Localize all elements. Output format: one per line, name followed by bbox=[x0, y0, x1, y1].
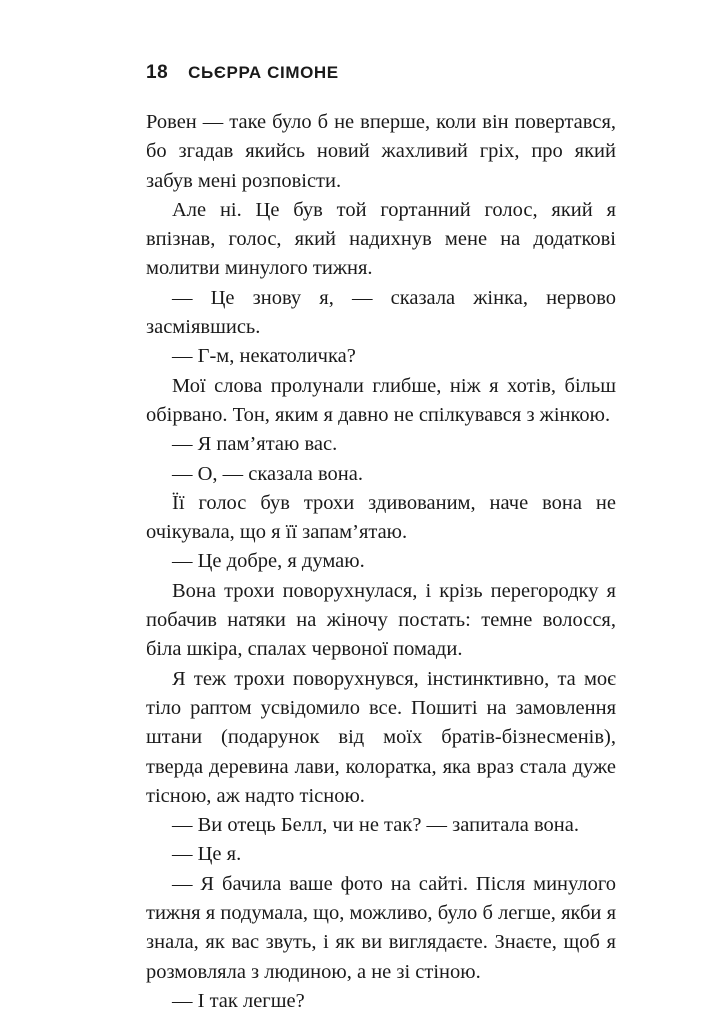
paragraph: — Це добре, я думаю. bbox=[172, 550, 365, 573]
paragraph: Але ні. Це був той гортанний голос, який я впізнав, голос, який надихнув мене на додаткові молитви минулого тижня. bbox=[146, 198, 616, 280]
paragraph: — І так легше? bbox=[172, 989, 305, 1012]
paragraph: — Ви отець Белл, чи не так? — запитала вона. bbox=[172, 814, 579, 837]
author-name: СЬЄРРА СІМОНЕ bbox=[188, 63, 339, 82]
body-text bbox=[146, 108, 616, 1016]
running-head bbox=[146, 62, 339, 84]
paragraph: — О, — сказала вона. bbox=[172, 462, 363, 485]
paragraph: Мої слова пролунали глибше, ніж я хотів, більш обірвано. Тон, яким я давно не спілкувався з жінкою. bbox=[146, 374, 616, 426]
paragraph: — Г-м, некатоличка? bbox=[172, 345, 356, 368]
paragraph: — Це знову я, — сказала жінка, нервово засміявшись. bbox=[146, 286, 616, 339]
page-number: 18 bbox=[146, 62, 169, 83]
paragraph: — Це я. bbox=[172, 843, 242, 866]
paragraph: Ровен — таке було б не вперше, коли він повертався, бо згадав якийсь новий жахливий гріх, про який забув мені розповісти. bbox=[146, 111, 616, 192]
paragraph: Вона трохи поворухнулася, і крізь перегородку я побачив натяки на жіночу постать: темне волосся, біла шкіра, спалах червоної помади. bbox=[146, 579, 616, 661]
paragraph: — Я бачила ваше фото на сайті. Після минулого тижня я подумала, що, можливо, було б легше, якби я знала, як вас звуть, і як ви виглядаєте. Знаєте, щоб я розмовляла з людиною, а не зі стіною. bbox=[146, 872, 616, 983]
paragraph: Її голос був трохи здивованим, наче вона не очікувала, що я її запам’ятаю. bbox=[146, 491, 616, 544]
paragraph: — Я пам’ятаю вас. bbox=[172, 433, 338, 456]
paragraph: Я теж трохи поворухнувся, інстинктивно, та моє тіло раптом усвідомило все. Пошиті на замовлення штани (подарунок від моїх братів-бізнесменів), тверда деревина лави, колоратка, яка враз стала дуже тісною, аж надто тісною. bbox=[146, 667, 616, 807]
